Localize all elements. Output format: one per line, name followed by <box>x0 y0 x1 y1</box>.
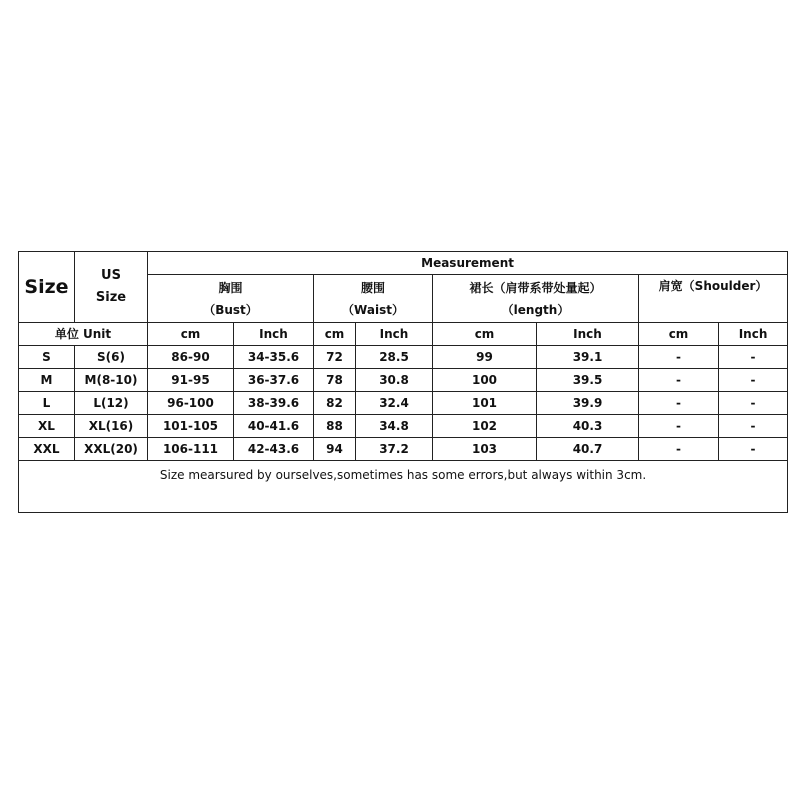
waist-inch-cell: 28.5 <box>356 346 433 369</box>
bust-cm-cell: 106-111 <box>148 438 234 461</box>
size-cell: L <box>19 392 75 415</box>
shoulder-cm-cell: - <box>639 346 719 369</box>
table-row <box>19 346 788 369</box>
bust-inch-cell: 38-39.6 <box>234 392 314 415</box>
length-header-cn: 裙长（肩带系带处量起） <box>469 280 602 295</box>
length-cm-cell: 103 <box>433 438 537 461</box>
length-cm-cell: 102 <box>433 415 537 438</box>
waist-inch-cell: 37.2 <box>356 438 433 461</box>
unit-label: 单位 Unit <box>19 323 148 346</box>
table-row <box>19 392 788 415</box>
us-size-cell: L(12) <box>75 392 148 415</box>
waist-cm-cell: 72 <box>314 346 356 369</box>
unit-shoulder-inch: Inch <box>719 323 788 346</box>
length-inch-cell: 39.5 <box>537 369 639 392</box>
length-inch-cell: 40.7 <box>537 438 639 461</box>
bust-cm-cell: 96-100 <box>148 392 234 415</box>
length-cm-cell: 100 <box>433 369 537 392</box>
bust-cm-cell: 101-105 <box>148 415 234 438</box>
waist-header <box>314 275 433 323</box>
bust-header-en: （Bust） <box>203 302 258 317</box>
bust-inch-cell: 36-37.6 <box>234 369 314 392</box>
size-cell: S <box>19 346 75 369</box>
measurement-header: Measurement <box>148 252 788 275</box>
footer-note <box>19 461 788 513</box>
waist-cm-cell: 82 <box>314 392 356 415</box>
bust-inch-cell: 42-43.6 <box>234 438 314 461</box>
shoulder-inch-cell: - <box>719 346 788 369</box>
waist-cm-cell: 78 <box>314 369 356 392</box>
table-row <box>19 438 788 461</box>
us-size-header <box>75 252 148 323</box>
bust-header-cn: 胸围 <box>218 280 243 295</box>
waist-cm-cell: 88 <box>314 415 356 438</box>
bust-inch-cell: 34-35.6 <box>234 346 314 369</box>
shoulder-header: 肩宽（Shoulder） <box>639 275 788 323</box>
shoulder-inch-cell: - <box>719 369 788 392</box>
waist-header-cn: 腰围 <box>360 280 385 295</box>
waist-inch-cell: 30.8 <box>356 369 433 392</box>
shoulder-inch-cell: - <box>719 392 788 415</box>
us-size-header-line2: Size <box>95 290 127 305</box>
us-size-cell: M(8-10) <box>75 369 148 392</box>
table-row <box>19 369 788 392</box>
shoulder-cm-cell: - <box>639 415 719 438</box>
footer-note-text: Size mearsured by ourselves,sometimes has some errors,but always within 3cm. <box>159 468 647 482</box>
length-inch-cell: 39.1 <box>537 346 639 369</box>
unit-shoulder-cm: cm <box>639 323 719 346</box>
us-size-header-line1: US <box>101 268 121 283</box>
size-cell: M <box>19 369 75 392</box>
size-chart-table <box>18 251 788 513</box>
length-inch-cell: 39.9 <box>537 392 639 415</box>
length-cm-cell: 99 <box>433 346 537 369</box>
us-size-cell: XL(16) <box>75 415 148 438</box>
unit-bust-inch: Inch <box>234 323 314 346</box>
unit-waist-inch: Inch <box>356 323 433 346</box>
unit-length-inch: Inch <box>537 323 639 346</box>
shoulder-cm-cell: - <box>639 438 719 461</box>
unit-bust-cm: cm <box>148 323 234 346</box>
length-cm-cell: 101 <box>433 392 537 415</box>
waist-inch-cell: 32.4 <box>356 392 433 415</box>
unit-length-cm: cm <box>433 323 537 346</box>
table-row <box>19 415 788 438</box>
unit-waist-cm: cm <box>314 323 356 346</box>
shoulder-inch-cell: - <box>719 415 788 438</box>
shoulder-inch-cell: - <box>719 438 788 461</box>
size-cell: XXL <box>19 438 75 461</box>
waist-cm-cell: 94 <box>314 438 356 461</box>
waist-header-en: （Waist） <box>342 302 404 317</box>
waist-inch-cell: 34.8 <box>356 415 433 438</box>
size-cell: XL <box>19 415 75 438</box>
shoulder-cm-cell: - <box>639 392 719 415</box>
shoulder-cm-cell: - <box>639 369 719 392</box>
bust-cm-cell: 91-95 <box>148 369 234 392</box>
bust-inch-cell: 40-41.6 <box>234 415 314 438</box>
bust-header <box>148 275 314 323</box>
us-size-cell: S(6) <box>75 346 148 369</box>
length-header-en: （length） <box>501 302 570 317</box>
size-header: Size <box>19 252 75 323</box>
length-header <box>433 275 639 323</box>
us-size-cell: XXL(20) <box>75 438 148 461</box>
bust-cm-cell: 86-90 <box>148 346 234 369</box>
length-inch-cell: 40.3 <box>537 415 639 438</box>
